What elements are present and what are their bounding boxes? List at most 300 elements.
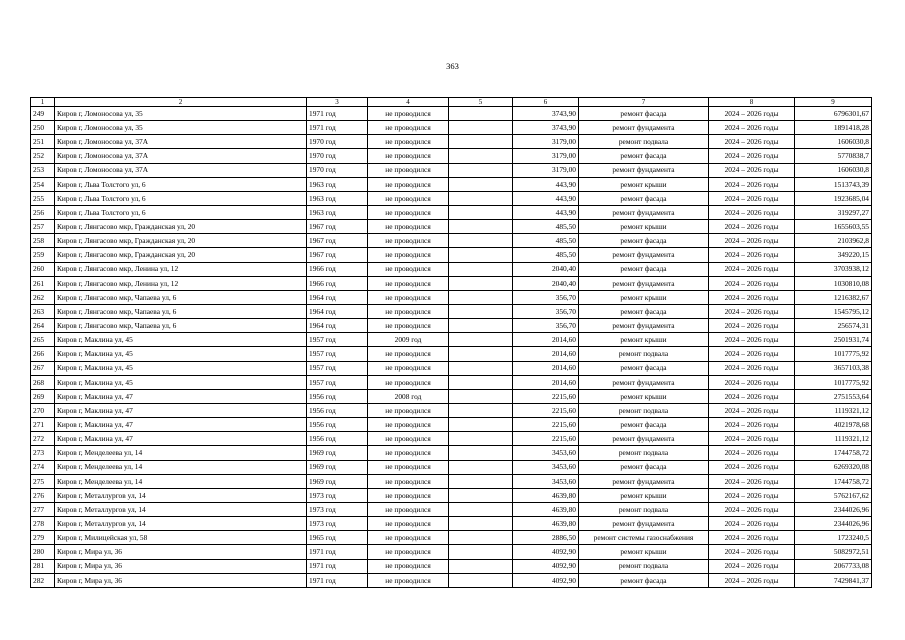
cell-row-number: 253	[31, 163, 55, 177]
cell-build-year: 1957 год	[307, 361, 368, 375]
cell-work-type: ремонт фасада	[579, 418, 709, 432]
table-row	[31, 333, 872, 347]
cell-address: Киров г, Милицейская ул, 58	[55, 531, 307, 545]
cell-area: 3179,00	[513, 149, 579, 163]
cell-extra	[449, 446, 513, 460]
cell-last-repair-year: не проводился	[368, 517, 449, 531]
cell-build-year: 1957 год	[307, 375, 368, 389]
cell-period: 2024 – 2026 годы	[709, 234, 795, 248]
table-row	[31, 262, 872, 276]
cell-work-type: ремонт крыши	[579, 333, 709, 347]
cell-last-repair-year: не проводился	[368, 262, 449, 276]
cell-work-type: ремонт подвала	[579, 403, 709, 417]
cell-row-number: 280	[31, 545, 55, 559]
table-row	[31, 375, 872, 389]
cell-row-number: 265	[31, 333, 55, 347]
cell-row-number: 275	[31, 474, 55, 488]
cell-period: 2024 – 2026 годы	[709, 319, 795, 333]
cell-last-repair-year: 2009 год	[368, 333, 449, 347]
table-row	[31, 135, 872, 149]
table-row	[31, 177, 872, 191]
cell-extra	[449, 319, 513, 333]
cell-area: 356,70	[513, 290, 579, 304]
table-row	[31, 573, 872, 587]
cell-row-number: 281	[31, 559, 55, 573]
cell-extra	[449, 304, 513, 318]
cell-extra	[449, 418, 513, 432]
cell-address: Киров г, Маклина ул, 45	[55, 375, 307, 389]
cell-last-repair-year: не проводился	[368, 177, 449, 191]
column-header-2: 2	[55, 98, 307, 107]
cell-cost: 7429841,37	[795, 573, 872, 587]
cell-last-repair-year: не проводился	[368, 191, 449, 205]
cell-work-type: ремонт фундамента	[579, 474, 709, 488]
cell-cost: 1891418,28	[795, 121, 872, 135]
cell-cost: 1723240,5	[795, 531, 872, 545]
cell-row-number: 272	[31, 432, 55, 446]
cell-work-type: ремонт фундамента	[579, 517, 709, 531]
cell-cost: 1017775,92	[795, 375, 872, 389]
table-row	[31, 389, 872, 403]
cell-build-year: 1956 год	[307, 389, 368, 403]
cell-last-repair-year: 2008 год	[368, 389, 449, 403]
cell-address: Киров г, Маклина ул, 47	[55, 418, 307, 432]
cell-row-number: 257	[31, 220, 55, 234]
cell-period: 2024 – 2026 годы	[709, 191, 795, 205]
cell-period: 2024 – 2026 годы	[709, 220, 795, 234]
cell-build-year: 1966 год	[307, 262, 368, 276]
cell-area: 2040,40	[513, 262, 579, 276]
cell-area: 2014,60	[513, 333, 579, 347]
table-row	[31, 559, 872, 573]
cell-address: Киров г, Льва Толстого ул, 6	[55, 205, 307, 219]
cell-build-year: 1964 год	[307, 290, 368, 304]
cell-period: 2024 – 2026 годы	[709, 262, 795, 276]
cell-cost: 1030810,08	[795, 276, 872, 290]
cell-work-type: ремонт фасада	[579, 573, 709, 587]
cell-row-number: 273	[31, 446, 55, 460]
cell-area: 4092,90	[513, 559, 579, 573]
cell-area: 2886,50	[513, 531, 579, 545]
cell-row-number: 259	[31, 248, 55, 262]
cell-address: Киров г, Маклина ул, 45	[55, 333, 307, 347]
cell-build-year: 1967 год	[307, 248, 368, 262]
cell-cost: 4021978,68	[795, 418, 872, 432]
cell-period: 2024 – 2026 годы	[709, 559, 795, 573]
column-header-4: 4	[368, 98, 449, 107]
cell-build-year: 1970 год	[307, 149, 368, 163]
cell-address: Киров г, Лянгасово мкр, Чапаева ул, 6	[55, 290, 307, 304]
table-row	[31, 446, 872, 460]
cell-row-number: 261	[31, 276, 55, 290]
cell-last-repair-year: не проводился	[368, 304, 449, 318]
cell-build-year: 1969 год	[307, 446, 368, 460]
cell-area: 2215,60	[513, 389, 579, 403]
cell-last-repair-year: не проводился	[368, 361, 449, 375]
cell-last-repair-year: не проводился	[368, 319, 449, 333]
cell-extra	[449, 488, 513, 502]
table-row	[31, 121, 872, 135]
cell-build-year: 1957 год	[307, 347, 368, 361]
cell-period: 2024 – 2026 годы	[709, 517, 795, 531]
cell-address: Киров г, Менделеева ул, 14	[55, 474, 307, 488]
cell-last-repair-year: не проводился	[368, 220, 449, 234]
cell-extra	[449, 163, 513, 177]
cell-extra	[449, 389, 513, 403]
cell-area: 356,70	[513, 304, 579, 318]
cell-last-repair-year: не проводился	[368, 418, 449, 432]
cell-row-number: 258	[31, 234, 55, 248]
cell-row-number: 266	[31, 347, 55, 361]
cell-area: 356,70	[513, 319, 579, 333]
cell-period: 2024 – 2026 годы	[709, 290, 795, 304]
cell-address: Киров г, Маклина ул, 47	[55, 403, 307, 417]
cell-work-type: ремонт крыши	[579, 545, 709, 559]
cell-last-repair-year: не проводился	[368, 107, 449, 121]
cell-last-repair-year: не проводился	[368, 347, 449, 361]
cell-cost: 5082972,51	[795, 545, 872, 559]
cell-last-repair-year: не проводился	[368, 205, 449, 219]
cell-period: 2024 – 2026 годы	[709, 488, 795, 502]
cell-cost: 3657103,38	[795, 361, 872, 375]
cell-address: Киров г, Мира ул, 36	[55, 573, 307, 587]
cell-row-number: 282	[31, 573, 55, 587]
table-row	[31, 107, 872, 121]
cell-extra	[449, 573, 513, 587]
cell-last-repair-year: не проводился	[368, 488, 449, 502]
table-row	[31, 304, 872, 318]
cell-area: 3453,60	[513, 446, 579, 460]
cell-area: 443,90	[513, 205, 579, 219]
table-row	[31, 502, 872, 516]
cell-period: 2024 – 2026 годы	[709, 248, 795, 262]
cell-area: 485,50	[513, 220, 579, 234]
cell-last-repair-year: не проводился	[368, 121, 449, 135]
cell-row-number: 263	[31, 304, 55, 318]
cell-row-number: 274	[31, 460, 55, 474]
cell-extra	[449, 531, 513, 545]
cell-build-year: 1964 год	[307, 304, 368, 318]
cell-period: 2024 – 2026 годы	[709, 107, 795, 121]
cell-build-year: 1971 год	[307, 545, 368, 559]
cell-period: 2024 – 2026 годы	[709, 418, 795, 432]
cell-extra	[449, 149, 513, 163]
cell-work-type: ремонт фундамента	[579, 121, 709, 135]
cell-row-number: 254	[31, 177, 55, 191]
table-row	[31, 191, 872, 205]
cell-row-number: 260	[31, 262, 55, 276]
page-number: 363	[446, 61, 459, 71]
cell-row-number: 279	[31, 531, 55, 545]
cell-work-type: ремонт подвала	[579, 135, 709, 149]
cell-cost: 1923685,04	[795, 191, 872, 205]
cell-period: 2024 – 2026 годы	[709, 163, 795, 177]
cell-area: 485,50	[513, 248, 579, 262]
cell-area: 3453,60	[513, 474, 579, 488]
cell-address: Киров г, Лянгасово мкр, Гражданская ул, 20	[55, 220, 307, 234]
cell-build-year: 1973 год	[307, 502, 368, 516]
table-row	[31, 531, 872, 545]
cell-build-year: 1963 год	[307, 191, 368, 205]
cell-area: 4639,80	[513, 488, 579, 502]
cell-work-type: ремонт крыши	[579, 488, 709, 502]
cell-build-year: 1971 год	[307, 573, 368, 587]
cell-extra	[449, 177, 513, 191]
column-header-9: 9	[795, 98, 872, 107]
cell-work-type: ремонт фундамента	[579, 432, 709, 446]
cell-address: Киров г, Маклина ул, 45	[55, 347, 307, 361]
cell-area: 2215,60	[513, 418, 579, 432]
cell-build-year: 1963 год	[307, 205, 368, 219]
cell-build-year: 1956 год	[307, 403, 368, 417]
cell-build-year: 1971 год	[307, 107, 368, 121]
cell-build-year: 1973 год	[307, 517, 368, 531]
cell-build-year: 1969 год	[307, 460, 368, 474]
cell-area: 2014,60	[513, 361, 579, 375]
cell-last-repair-year: не проводился	[368, 573, 449, 587]
cell-cost: 2501931,74	[795, 333, 872, 347]
column-header-1: 1	[31, 98, 55, 107]
cell-cost: 3703938,12	[795, 262, 872, 276]
cell-address: Киров г, Ломоносова ул, 37А	[55, 149, 307, 163]
cell-period: 2024 – 2026 годы	[709, 531, 795, 545]
cell-extra	[449, 276, 513, 290]
cell-last-repair-year: не проводился	[368, 545, 449, 559]
cell-cost: 1606030,8	[795, 163, 872, 177]
cell-build-year: 1956 год	[307, 418, 368, 432]
cell-area: 3179,00	[513, 135, 579, 149]
table-row	[31, 163, 872, 177]
cell-last-repair-year: не проводился	[368, 375, 449, 389]
table-row	[31, 488, 872, 502]
column-header-8: 8	[709, 98, 795, 107]
cell-row-number: 255	[31, 191, 55, 205]
cell-area: 3743,90	[513, 107, 579, 121]
capital-repair-table	[30, 97, 872, 588]
cell-address: Киров г, Лянгасово мкр, Ленина ул, 12	[55, 276, 307, 290]
cell-period: 2024 – 2026 годы	[709, 460, 795, 474]
cell-cost: 2751553,64	[795, 389, 872, 403]
cell-row-number: 264	[31, 319, 55, 333]
cell-period: 2024 – 2026 годы	[709, 361, 795, 375]
cell-extra	[449, 290, 513, 304]
cell-area: 3453,60	[513, 460, 579, 474]
cell-work-type: ремонт фасада	[579, 460, 709, 474]
cell-work-type: ремонт фасада	[579, 361, 709, 375]
cell-period: 2024 – 2026 годы	[709, 177, 795, 191]
cell-address: Киров г, Льва Толстого ул, 6	[55, 191, 307, 205]
cell-area: 4639,80	[513, 517, 579, 531]
cell-cost: 2067733,08	[795, 559, 872, 573]
table-row	[31, 290, 872, 304]
cell-address: Киров г, Льва Толстого ул, 6	[55, 177, 307, 191]
cell-period: 2024 – 2026 годы	[709, 474, 795, 488]
cell-cost: 1744758,72	[795, 446, 872, 460]
cell-extra	[449, 502, 513, 516]
table-header-row	[31, 98, 872, 107]
cell-work-type: ремонт фасада	[579, 234, 709, 248]
cell-cost: 1119321,12	[795, 403, 872, 417]
column-header-3: 3	[307, 98, 368, 107]
cell-last-repair-year: не проводился	[368, 234, 449, 248]
cell-extra	[449, 248, 513, 262]
table-row	[31, 248, 872, 262]
cell-last-repair-year: не проводился	[368, 135, 449, 149]
cell-address: Киров г, Лянгасово мкр, Ленина ул, 12	[55, 262, 307, 276]
cell-area: 485,50	[513, 234, 579, 248]
cell-row-number: 267	[31, 361, 55, 375]
cell-extra	[449, 403, 513, 417]
cell-cost: 5770838,7	[795, 149, 872, 163]
cell-work-type: ремонт системы газоснабжения	[579, 531, 709, 545]
cell-build-year: 1970 год	[307, 135, 368, 149]
cell-area: 3743,90	[513, 121, 579, 135]
cell-period: 2024 – 2026 годы	[709, 502, 795, 516]
cell-period: 2024 – 2026 годы	[709, 446, 795, 460]
cell-area: 2215,60	[513, 403, 579, 417]
cell-extra	[449, 333, 513, 347]
cell-address: Киров г, Лянгасово мкр, Чапаева ул, 6	[55, 319, 307, 333]
cell-cost: 319297,27	[795, 205, 872, 219]
cell-cost: 1513743,39	[795, 177, 872, 191]
cell-cost: 5762167,62	[795, 488, 872, 502]
cell-period: 2024 – 2026 годы	[709, 149, 795, 163]
cell-period: 2024 – 2026 годы	[709, 333, 795, 347]
cell-work-type: ремонт фасада	[579, 262, 709, 276]
cell-cost: 1744758,72	[795, 474, 872, 488]
cell-period: 2024 – 2026 годы	[709, 135, 795, 149]
table-row	[31, 220, 872, 234]
cell-period: 2024 – 2026 годы	[709, 389, 795, 403]
table-row	[31, 403, 872, 417]
cell-address: Киров г, Ломоносова ул, 35	[55, 107, 307, 121]
cell-extra	[449, 559, 513, 573]
cell-work-type: ремонт подвала	[579, 347, 709, 361]
cell-address: Киров г, Ломоносова ул, 37А	[55, 135, 307, 149]
cell-last-repair-year: не проводился	[368, 403, 449, 417]
cell-last-repair-year: не проводился	[368, 149, 449, 163]
cell-area: 2215,60	[513, 432, 579, 446]
table-row	[31, 517, 872, 531]
cell-period: 2024 – 2026 годы	[709, 432, 795, 446]
cell-address: Киров г, Менделеева ул, 14	[55, 446, 307, 460]
cell-last-repair-year: не проводился	[368, 432, 449, 446]
cell-extra	[449, 262, 513, 276]
cell-build-year: 1956 год	[307, 432, 368, 446]
column-header-6: 6	[513, 98, 579, 107]
cell-extra	[449, 347, 513, 361]
cell-area: 4092,90	[513, 545, 579, 559]
cell-cost: 1545795,12	[795, 304, 872, 318]
cell-extra	[449, 205, 513, 219]
cell-period: 2024 – 2026 годы	[709, 304, 795, 318]
cell-extra	[449, 474, 513, 488]
cell-row-number: 249	[31, 107, 55, 121]
cell-cost: 1655603,55	[795, 220, 872, 234]
cell-work-type: ремонт фундамента	[579, 205, 709, 219]
cell-address: Киров г, Маклина ул, 47	[55, 432, 307, 446]
cell-cost: 349220,15	[795, 248, 872, 262]
cell-address: Киров г, Ломоносова ул, 37А	[55, 163, 307, 177]
cell-work-type: ремонт крыши	[579, 220, 709, 234]
cell-build-year: 1967 год	[307, 234, 368, 248]
cell-cost: 1119321,12	[795, 432, 872, 446]
cell-extra	[449, 107, 513, 121]
cell-extra	[449, 361, 513, 375]
table-row	[31, 234, 872, 248]
cell-work-type: ремонт фундамента	[579, 163, 709, 177]
table-row	[31, 347, 872, 361]
cell-extra	[449, 121, 513, 135]
cell-build-year: 1969 год	[307, 474, 368, 488]
cell-work-type: ремонт крыши	[579, 290, 709, 304]
cell-work-type: ремонт фасада	[579, 149, 709, 163]
cell-build-year: 1973 год	[307, 488, 368, 502]
cell-extra	[449, 432, 513, 446]
cell-last-repair-year: не проводился	[368, 276, 449, 290]
cell-build-year: 1971 год	[307, 559, 368, 573]
cell-build-year: 1957 год	[307, 333, 368, 347]
column-header-5: 5	[449, 98, 513, 107]
cell-period: 2024 – 2026 годы	[709, 205, 795, 219]
cell-address: Киров г, Мира ул, 36	[55, 559, 307, 573]
cell-period: 2024 – 2026 годы	[709, 375, 795, 389]
table-row	[31, 474, 872, 488]
cell-work-type: ремонт фасада	[579, 107, 709, 121]
cell-area: 443,90	[513, 177, 579, 191]
cell-work-type: ремонт фундамента	[579, 375, 709, 389]
cell-row-number: 262	[31, 290, 55, 304]
cell-area: 2014,60	[513, 375, 579, 389]
cell-area: 443,90	[513, 191, 579, 205]
cell-address: Киров г, Маклина ул, 45	[55, 361, 307, 375]
cell-period: 2024 – 2026 годы	[709, 573, 795, 587]
cell-extra	[449, 375, 513, 389]
cell-work-type: ремонт подвала	[579, 446, 709, 460]
cell-build-year: 1964 год	[307, 319, 368, 333]
cell-work-type: ремонт крыши	[579, 389, 709, 403]
table-body	[31, 107, 872, 588]
cell-last-repair-year: не проводился	[368, 248, 449, 262]
cell-address: Киров г, Менделеева ул, 14	[55, 460, 307, 474]
cell-last-repair-year: не проводился	[368, 559, 449, 573]
cell-last-repair-year: не проводился	[368, 446, 449, 460]
cell-extra	[449, 135, 513, 149]
cell-last-repair-year: не проводился	[368, 290, 449, 304]
cell-row-number: 270	[31, 403, 55, 417]
cell-period: 2024 – 2026 годы	[709, 545, 795, 559]
cell-period: 2024 – 2026 годы	[709, 403, 795, 417]
cell-row-number: 278	[31, 517, 55, 531]
cell-work-type: ремонт подвала	[579, 502, 709, 516]
cell-last-repair-year: не проводился	[368, 531, 449, 545]
cell-work-type: ремонт фасада	[579, 304, 709, 318]
cell-period: 2024 – 2026 годы	[709, 347, 795, 361]
table-row	[31, 205, 872, 219]
cell-cost: 2103962,8	[795, 234, 872, 248]
cell-period: 2024 – 2026 годы	[709, 276, 795, 290]
table-row	[31, 545, 872, 559]
cell-row-number: 271	[31, 418, 55, 432]
cell-work-type: ремонт фундамента	[579, 248, 709, 262]
cell-row-number: 252	[31, 149, 55, 163]
cell-extra	[449, 234, 513, 248]
cell-cost: 2344026,96	[795, 502, 872, 516]
column-header-7: 7	[579, 98, 709, 107]
cell-build-year: 1970 год	[307, 163, 368, 177]
cell-area: 2040,40	[513, 276, 579, 290]
cell-last-repair-year: не проводился	[368, 474, 449, 488]
